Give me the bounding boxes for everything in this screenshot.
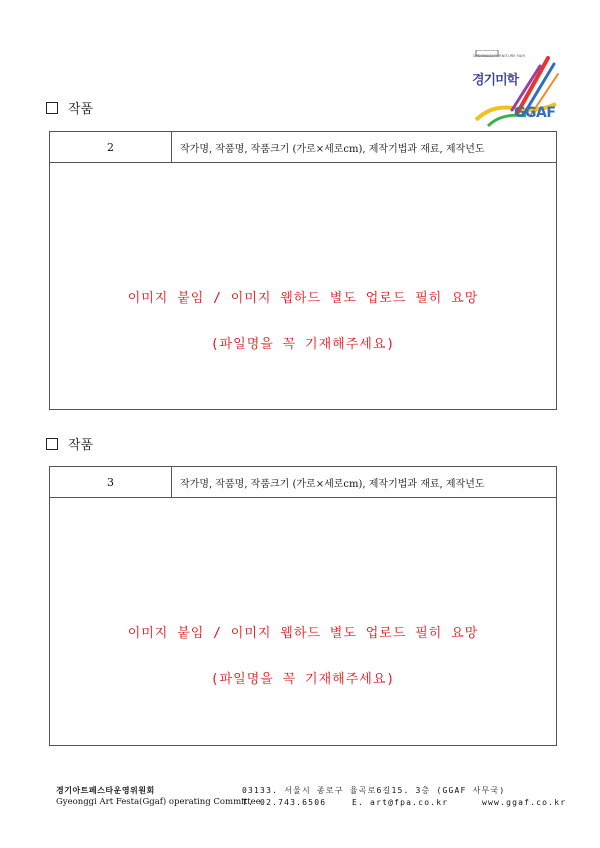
footer-org-en: Gyeonggi Art Festa(Ggaf) operating Committee bbox=[56, 797, 261, 807]
section-heading-label: 작품 bbox=[68, 438, 94, 453]
filename-notice: (파일명을 꼭 기재해주세요) bbox=[210, 337, 396, 352]
logo-title: 경기미학 bbox=[472, 73, 519, 88]
upload-notice: 이미지 붙임 / 이미지 웹하드 별도 업로드 필히 요망 bbox=[127, 626, 479, 641]
artwork-number: 2 bbox=[50, 132, 172, 162]
checkbox-icon bbox=[46, 102, 58, 114]
logo-subtitle: GYEONGGI FURNITURE FAIR bbox=[472, 54, 526, 58]
section-heading bbox=[46, 434, 93, 453]
ggaf-logo bbox=[468, 50, 562, 132]
artwork-fields-label: 작가명, 작품명, 작품크기 (가로×세로cm), 제작기법과 재료, 제작년도 bbox=[180, 478, 485, 490]
section-heading-label: 작품 bbox=[68, 102, 94, 117]
artwork-box bbox=[49, 466, 557, 746]
image-paste-area[interactable] bbox=[50, 498, 556, 746]
artwork-number: 3 bbox=[50, 467, 172, 497]
footer bbox=[56, 784, 566, 808]
filename-notice: (파일명을 꼭 기재해주세요) bbox=[210, 672, 396, 687]
image-paste-area[interactable] bbox=[50, 163, 556, 410]
upload-notice: 이미지 붙임 / 이미지 웹하드 별도 업로드 필히 요망 bbox=[127, 291, 479, 306]
section-heading bbox=[46, 98, 93, 117]
logo-ggaf: GGAF bbox=[514, 105, 556, 121]
checkbox-icon bbox=[46, 438, 58, 450]
footer-email[interactable]: E. art@fpa.co.kr bbox=[352, 797, 449, 807]
footer-address: 03133. 서울시 종로구 율곡로6길15. 3층 (GGAF 사무국) bbox=[242, 785, 506, 795]
artwork-header-row bbox=[50, 467, 556, 498]
footer-website[interactable]: www.ggaf.co.kr bbox=[482, 797, 567, 807]
footer-org-kr: 경기아트페스타운영위원회 bbox=[56, 785, 155, 795]
artwork-fields-label: 작가명, 작품명, 작품크기 (가로×세로cm), 제작기법과 재료, 제작년도 bbox=[180, 143, 485, 155]
artwork-box bbox=[49, 131, 557, 410]
artwork-header-row bbox=[50, 132, 556, 163]
footer-phone: T. 02.743.6506 bbox=[242, 797, 327, 807]
